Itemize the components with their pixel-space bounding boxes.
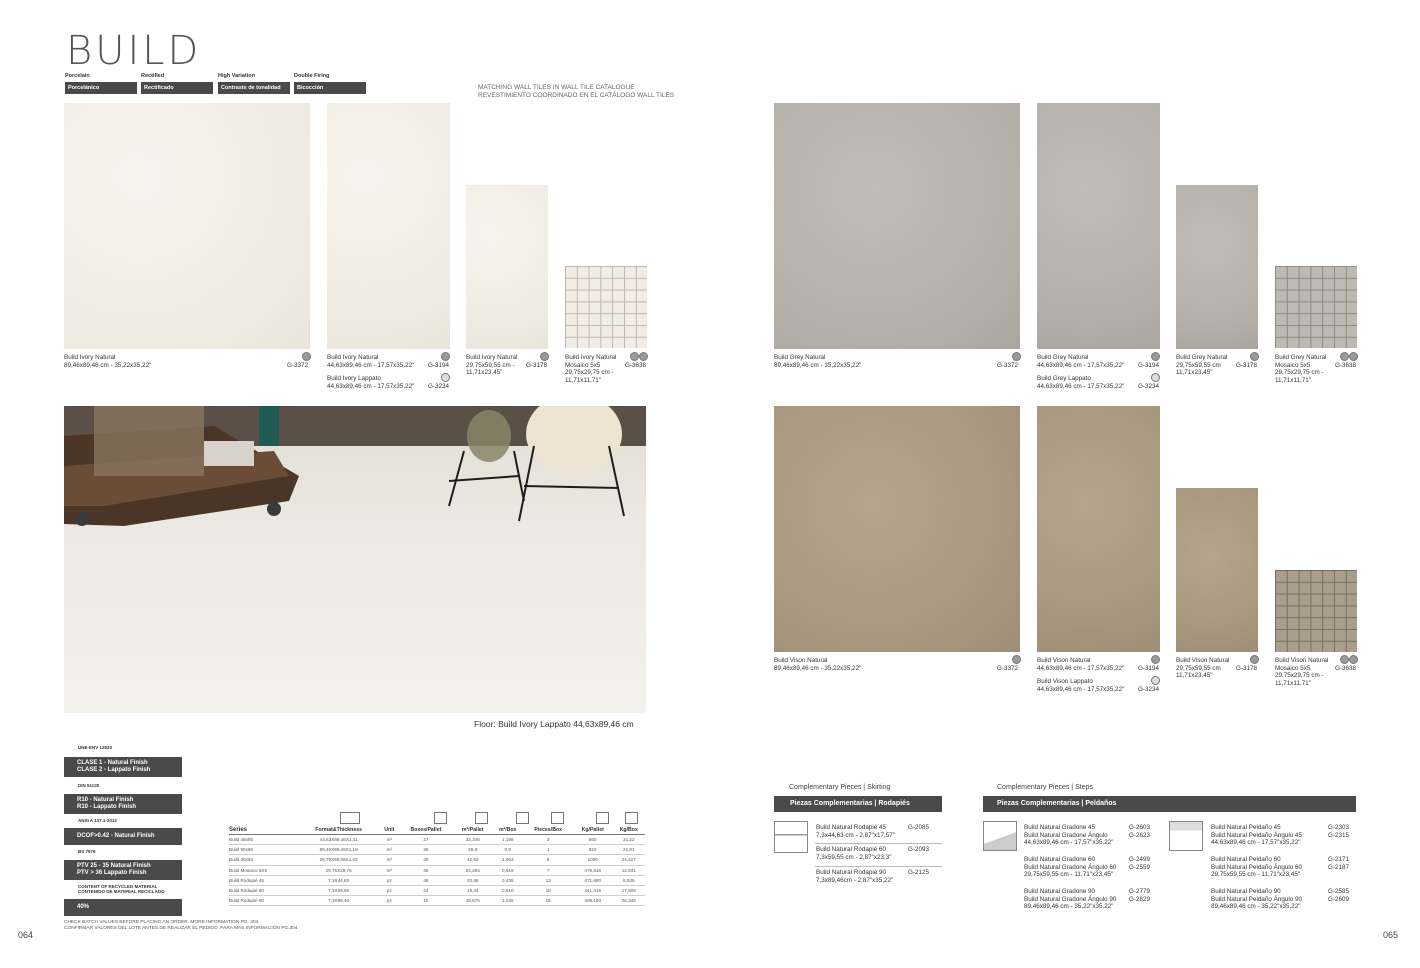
ansi-label: ANSI A 137.1-2012: [78, 818, 117, 823]
photo-caption: Floor: Build Ivory Lappato 44,63x89,46 cm: [474, 719, 634, 729]
lappato-icon: [1151, 373, 1160, 382]
une-label: UNE-ENV 12633: [78, 745, 113, 750]
skirting-profile-icon: [774, 821, 808, 853]
table-cell: Build 90x90: [229, 845, 297, 855]
table-cell: Build Rodapié 60: [229, 885, 297, 895]
tile-vison-90x90: [774, 406, 1020, 652]
table-cell: 19,44: [453, 885, 492, 895]
tile-code: G-3234: [1138, 686, 1160, 693]
box-weight-icon: [625, 812, 638, 824]
table-row: [229, 855, 645, 865]
tile-code: G-3178: [526, 362, 548, 369]
gradone-codes: G-2499 G-2559: [1129, 856, 1151, 871]
steps-bar: Piezas Complementarias | Peldaños: [983, 796, 1356, 812]
packing-table: [229, 826, 645, 906]
table-row: [229, 845, 645, 855]
floor-icon: [1250, 352, 1259, 361]
table-cell: pz: [380, 896, 398, 906]
tile-ivory-45x90: [327, 103, 450, 349]
box-m2-icon: [516, 812, 529, 824]
table-cell: 1,045: [492, 896, 523, 906]
table-cell: 36: [398, 845, 453, 855]
feature-double-firing: [294, 73, 366, 94]
tile-code: G-3638: [625, 362, 647, 369]
feature-rectified: [141, 73, 213, 94]
feature-badge: Bicocción: [294, 82, 366, 94]
table-cell: pz: [380, 885, 398, 895]
table-cell: Build 30x60: [229, 855, 297, 865]
peldano-codes: G-2171 G-2187: [1328, 856, 1350, 871]
floor-icon: [1349, 655, 1358, 664]
skirting-bar: Piezas Complementarias | Rodapiés: [774, 796, 942, 812]
table-cell: Build Mosaico 5X5: [229, 865, 297, 875]
table-cell: 0,8: [492, 845, 523, 855]
tile-caption: Build Ivory Natural 29,75x59,55 cm - 11,71x23,45": [466, 354, 518, 377]
table-cell: 24: [398, 885, 453, 895]
gradone-codes: G-2603 G-2623: [1129, 824, 1151, 839]
feature-badge: Contraste de tonalidad: [218, 82, 290, 94]
skirting-title: Complementary Pieces | Skirting: [789, 784, 891, 791]
tile-caption: Build Grey Natural 89,46x89,46 cm - 35,22x35,22": [774, 354, 862, 369]
tile-code: G-3178: [1236, 665, 1258, 672]
feature-porcelain: [65, 73, 137, 94]
table-cell: 409,190: [573, 896, 613, 906]
tile-code: G-3372: [997, 665, 1019, 672]
dcof-badge: DCOF>0.42 - Natural Finish: [64, 828, 182, 845]
table-cell: m²: [380, 865, 398, 875]
table-cell: Build Rodapié 90: [229, 896, 297, 906]
table-cell: 48: [398, 875, 453, 885]
tile-grey-90x90: [774, 103, 1020, 349]
tile-ivory-90x90: [64, 103, 310, 349]
table-cell: 0,435: [492, 875, 523, 885]
floor-icon: [441, 352, 450, 361]
table-cell: 31,22: [613, 835, 645, 845]
table-cell: 36: [398, 865, 453, 875]
feature-badge: Porcelánico: [65, 82, 137, 94]
floor-icon: [1012, 655, 1021, 664]
tile-caption: Build Vison Lappato 44,63x89,46 cm - 17,57x35,22": [1037, 678, 1125, 693]
table-cell: 29,75X29,75: [297, 865, 380, 875]
table-cell: 32,346: [453, 835, 492, 845]
tile-ivory-30x60: [466, 185, 548, 349]
din-label: DIN 51130: [78, 783, 100, 788]
tile-caption: Build Grey Natural Mosaico 5x5 29,75x29,75 cm - 11,71x11,71": [1275, 354, 1327, 384]
bs-label: BS 7976: [78, 849, 96, 854]
steps-title: Complementary Pieces | Steps: [997, 784, 1093, 791]
table-cell: 16: [523, 896, 572, 906]
gradone-item: Build Natural Gradone 45 Build Natural Gradone Ángulo 44,63x89,46 cm - 17,57"x35,22": [1024, 824, 1114, 847]
feature-badge: Rectificado: [141, 82, 213, 94]
table-cell: 860: [573, 835, 613, 845]
table-cell: 1,063: [492, 855, 523, 865]
table-cell: 13: [523, 875, 572, 885]
table-cell: m²: [380, 835, 398, 845]
tile-vison-45x90: [1037, 406, 1160, 652]
floor-icon: [1151, 352, 1160, 361]
skirting-item: Build Natural Rodapié 60 7,3x59,55 cm - 2,87"x23,3": [816, 846, 892, 861]
room-scene-illustration: [64, 406, 646, 713]
pallet-icon: [434, 812, 447, 824]
table-cell: 17,809: [613, 885, 645, 895]
table-cell: 441,416: [573, 885, 613, 895]
table-icons-row: [229, 812, 645, 824]
pallet-weight-icon: [596, 812, 609, 824]
recycled-label: CONTENT OF RECYCLED MATERIAL CONTENIDO DE MATERIAL RECICLADO: [78, 884, 165, 894]
table-cell: Build 45x90: [229, 835, 297, 845]
tile-code: G-3194: [1138, 665, 1160, 672]
page-number-right: 065: [1383, 930, 1399, 940]
recycled-value-badge: 40%: [64, 899, 182, 916]
feature-label: Porcelain: [65, 73, 90, 79]
page-number-left: 064: [18, 930, 34, 940]
matching-wall-tiles-note: MATCHING WALL TILES IN WALL TILE CATALOGUE REVESTIMIENTO COORDINADO EN EL CATÁLOGO WALL TILES: [478, 84, 675, 99]
table-cell: 7,3X89,46: [297, 896, 380, 906]
gradone-item: Build Natural Gradone 90 Build Natural Gradone Ángulo 90 89,46x89,46 cm - 35,22"x35,22": [1024, 888, 1117, 911]
clase-badge: CLASE 1 - Natural Finish CLASE 2 - Lappato Finish: [64, 757, 182, 777]
tile-ivory-mosaic: [565, 266, 647, 348]
floor-icon: [1250, 655, 1259, 664]
table-cell: 44,63X89,46X1,11: [297, 835, 380, 845]
tile-format-icon: [340, 812, 360, 824]
table-cell: 15,675: [453, 896, 492, 906]
box-pieces-icon: [551, 812, 564, 824]
table-cell: 42,62: [453, 855, 492, 865]
table-cell: 7: [523, 865, 572, 875]
table-row: [229, 835, 645, 845]
ptv-badge: PTV 25 - 35 Natural Finish PTV > 36 Lappato Finish: [64, 860, 182, 880]
table-cell: 0,619: [492, 865, 523, 875]
table-cell: 7,3X44,63: [297, 875, 380, 885]
skirting-item: Build Natural Rodapié 90 7,3x89,46cm - 2,87"x35,22": [816, 869, 894, 884]
table-header-row: Series Format&Thickness Unit Boxes/Pallet m²/Pallet m²/Box Pieces/Box Kg/Pallet Kg/Box: [229, 826, 645, 835]
table-cell: 40: [398, 855, 453, 865]
table-cell: 7,3X59,55: [297, 885, 380, 895]
tile-code: G-3194: [1138, 362, 1160, 369]
tile-caption: Build Grey Lappato 44,63x89,46 cm - 17,57x35,22": [1037, 375, 1125, 390]
table-cell: 20,88: [453, 875, 492, 885]
table-cell: 24,427: [613, 855, 645, 865]
peldano-item: Build Natural Peldaño 60 Build Natural Peldaño Ángulo 60 29,75x59,55 cm - 11,71"x23,45": [1211, 856, 1303, 879]
tile-grey-45x90: [1037, 103, 1160, 349]
tile-caption: Build Ivory Natural Mosaico 5x5 29,75x29,75 cm - 11,71x11,71": [565, 354, 617, 384]
r10-badge: R10 - Natural Finish R10 - Lappato Finish: [64, 794, 182, 814]
table-cell: 12,931: [613, 865, 645, 875]
skirting-item: Build Natural Rodapié 45 7,3x44,63 cm - 2,87"x17,57": [816, 824, 896, 839]
tile-vison-30x60: [1176, 488, 1258, 652]
table-cell: 8,535: [613, 875, 645, 885]
table-cell: 0,810: [492, 885, 523, 895]
floor-icon: [540, 352, 549, 361]
floor-icon: [639, 352, 648, 361]
feature-high-variation: [218, 73, 290, 94]
tile-caption: Build Grey Natural 29,75x59,55 cm 11,71x23,45": [1176, 354, 1228, 377]
wall-icon: [1340, 352, 1349, 361]
table-cell: 26,346: [613, 896, 645, 906]
tile-caption: Build Vison Natural 89,46x89,46 cm - 35,22x35,22": [774, 657, 862, 672]
skirting-code: G-2085: [908, 824, 930, 831]
tile-grey-30x60: [1176, 185, 1258, 349]
gradone-profile-icon: [983, 821, 1017, 851]
skirting-code: G-2093: [908, 846, 930, 853]
table-cell: 479,516: [573, 865, 613, 875]
table-cell: 1000: [573, 855, 613, 865]
gradone-item: Build Natural Gradone 60 Build Natural Gradone Ángulo 60 29,75x59,55 cm - 11,71"x23,45": [1024, 856, 1117, 879]
feature-label: Double Firing: [294, 73, 330, 79]
tile-code: G-3638: [1335, 665, 1357, 672]
wall-icon: [1340, 655, 1349, 664]
table-cell: 6: [523, 855, 572, 865]
divider: [815, 843, 942, 844]
gradone-codes: G-2779 G-2829: [1129, 888, 1151, 903]
table-cell: 1,198: [492, 835, 523, 845]
tile-code: G-3194: [428, 362, 450, 369]
table-cell: 28,8: [453, 845, 492, 855]
table-cell: 3: [523, 835, 572, 845]
lappato-icon: [1151, 676, 1160, 685]
table-cell: 15: [398, 896, 453, 906]
tile-caption: Build Ivory Natural 44,63x89,46 cm - 17,57x35,22": [327, 354, 415, 369]
lappato-icon: [441, 373, 450, 382]
wall-icon: [630, 352, 639, 361]
floor-icon: [1349, 352, 1358, 361]
tile-code: G-3638: [1335, 362, 1357, 369]
batch-note: CHECK BATCH VALUES BEFORE PLACING AN ORDER. MORE INFORMATION PG. 304 CONFIRMAR VALORES DEL LOTE ANTES DE REALIZAR EL PEDIDO. PARA MÁS INFORMACIÓN PG.304: [64, 920, 298, 931]
ambient-photo: [64, 406, 646, 713]
tile-code: G-3372: [287, 362, 309, 369]
table-cell: 18: [523, 885, 572, 895]
table-cell: Build Rodapié 45: [229, 875, 297, 885]
tile-caption: Build Ivory Natural 89,46x89,46 cm - 35,22x35,22": [64, 354, 152, 369]
tile-code: G-3178: [1236, 362, 1258, 369]
feature-label: High Variation: [218, 73, 255, 79]
table-cell: 1: [523, 845, 572, 855]
skirting-code: G-2125: [908, 869, 930, 876]
tile-caption: Build Vison Natural 29,75x59,55 cm 11,71x23,45": [1176, 657, 1230, 680]
peldano-codes: G-2303 G-2315: [1328, 824, 1350, 839]
tile-grey-mosaic: [1275, 266, 1357, 348]
tile-caption: Build Grey Natural 44,63x89,46 cm - 17,57x35,22": [1037, 354, 1125, 369]
divider: [815, 866, 942, 867]
table-row: [229, 865, 645, 875]
peldano-item: Build Natural Peldaño 45 Build Natural Peldaño Ángulo 45 44,63x89,46 cm - 17,57"x35,22": [1211, 824, 1303, 847]
tile-caption: Build Vison Natural Mosaico 5x5 29,75x29,75 cm - 11,71x11,71": [1275, 657, 1329, 687]
floor-icon: [302, 352, 311, 361]
table-cell: 89,46X89,46X1,19: [297, 845, 380, 855]
peldano-profile-icon: [1169, 821, 1203, 851]
table-cell: 822: [573, 845, 613, 855]
tile-caption: Build Vison Natural 44,63x89,46 cm - 17,57x35,22": [1037, 657, 1125, 672]
table-cell: m²: [380, 845, 398, 855]
tile-code: G-3234: [1138, 383, 1160, 390]
table-row: [229, 875, 645, 885]
floor-icon: [1151, 655, 1160, 664]
floor-icon: [1012, 352, 1021, 361]
table-cell: m²: [380, 855, 398, 865]
feature-label: Rectified: [141, 73, 165, 79]
table-row: [229, 896, 645, 906]
table-cell: 471,680: [573, 875, 613, 885]
peldano-codes: G-2585 G-2609: [1328, 888, 1350, 903]
table-cell: 21,91: [613, 845, 645, 855]
peldano-item: Build Natural Peldaño 90 Build Natural Peldaño Ángulo 90 89,46x89,46 cm - 35,22"x35,22": [1211, 888, 1303, 911]
page-title: BUILD: [66, 28, 202, 74]
table-cell: 27: [398, 835, 453, 845]
tile-code: G-3372: [997, 362, 1019, 369]
tile-code: G-3234: [428, 383, 450, 390]
table-cell: 29,75X59,55X1,03: [297, 855, 380, 865]
pallet-m2-icon: [475, 812, 488, 824]
table-cell: pz: [380, 875, 398, 885]
tile-vison-mosaic: [1275, 570, 1357, 652]
table-row: [229, 885, 645, 895]
tile-caption: Build Ivory Lappato 44,63x89,46 cm - 17,57x35,22": [327, 375, 415, 390]
table-cell: 22,284: [453, 865, 492, 875]
